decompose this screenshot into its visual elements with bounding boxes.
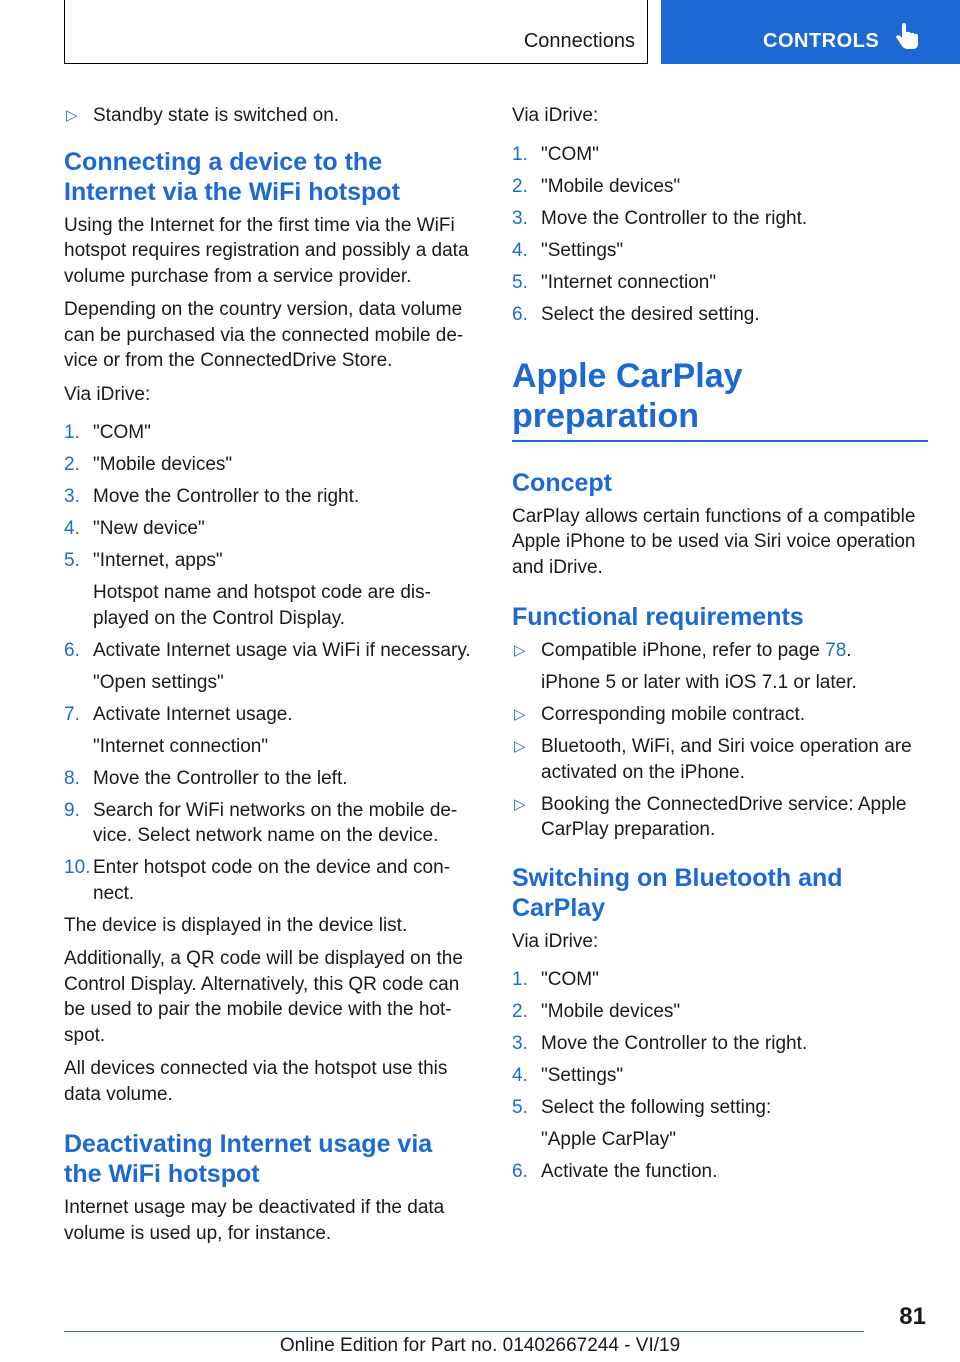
triangle-bullet-icon: ▷: [514, 642, 526, 659]
heading-functional-requirements: Functional requirements: [512, 603, 804, 631]
step-text: Activate Internet usage.: [93, 703, 293, 725]
section-title: Connections: [523, 30, 635, 52]
step-item: [64, 420, 476, 446]
step-text: Activate the function.: [541, 1161, 718, 1182]
header-chapter-tab[interactable]: [661, 0, 960, 64]
heading-connecting-device: Connecting a device to the Internet via the WiFi hotspot: [64, 147, 400, 206]
step-text: Select the following setting:: [541, 1097, 772, 1118]
step-item: [64, 702, 476, 760]
step-item: [64, 638, 476, 696]
pointing-hand-icon: [893, 22, 923, 52]
step-number: 4.: [512, 239, 528, 261]
step-number: 1.: [64, 422, 80, 443]
step-number: 4.: [64, 518, 80, 539]
list-item: ▷ Compatible iPhone, refer to page 78. iPhone 5 or later with iOS 7.1 or later.: [514, 640, 857, 693]
paragraph: Via iDrive:: [512, 105, 599, 126]
step-subtext: "Open settings": [93, 671, 224, 693]
step-text: "Internet connection": [541, 271, 717, 293]
step-number: 8.: [64, 767, 80, 789]
step-text: Activate Internet usage via WiFi if necessary.: [93, 639, 471, 661]
step-item: [64, 484, 476, 510]
step-item: [512, 142, 928, 168]
paragraph: Using the Internet for the first time via the WiFi hotspot requires registration and possibly a data volume purchase from a service provider.: [64, 214, 469, 287]
heading-concept: Concept: [512, 468, 612, 497]
chapter-title: CONTROLS: [763, 30, 880, 52]
step-item: [512, 967, 928, 993]
step-item: [512, 1063, 928, 1089]
paragraph: All devices connected via the hotspot use this data volume.: [64, 1058, 448, 1105]
step-text: "COM": [541, 143, 599, 165]
triangle-bullet-icon: ▷: [66, 107, 78, 124]
footer-rule: [64, 1331, 864, 1332]
step-text: "New device": [93, 518, 205, 539]
step-text: Move the Controller to the right.: [541, 207, 808, 229]
heading-switching-on: Switching on Bluetooth and CarPlay: [512, 863, 843, 922]
steps-list: [512, 967, 928, 1185]
triangle-bullet-icon: ▷: [514, 738, 526, 755]
step-item: [512, 270, 928, 296]
step-text: "Mobile devices": [93, 454, 233, 475]
paragraph: Depending on the country version, data volume can be purchased via the connected mobile de‐vice or from the ConnectedDrive Store.: [64, 299, 464, 371]
step-number: 7.: [64, 703, 80, 725]
step-subtext: "Apple CarPlay": [541, 1129, 676, 1150]
paragraph: Via iDrive:: [512, 930, 599, 952]
step-item: [512, 174, 928, 200]
right-column: [512, 103, 928, 1191]
list-item: ▷ Corresponding mobile contract.: [512, 702, 928, 728]
step-number: 6.: [512, 303, 528, 325]
step-number: 3.: [512, 207, 528, 229]
paragraph: Internet usage may be deactivated if the data volume is used up, for instance.: [64, 1197, 445, 1244]
step-item: [64, 516, 476, 542]
step-text: Select the desired setting.: [541, 303, 760, 325]
paragraph: CarPlay allows certain functions of a compatible Apple iPhone to be used via Siri voice operation and iDrive.: [512, 505, 916, 578]
step-text: Search for WiFi networks on the mobile de‐vice. Select network name on the device.: [93, 799, 458, 846]
paragraph: Via iDrive:: [64, 383, 151, 405]
step-number: 2.: [64, 454, 80, 475]
step-text: Enter hotspot code on the device and con‐nect.: [93, 857, 451, 904]
step-item: [512, 1095, 928, 1153]
step-text: "Settings": [541, 239, 624, 261]
footer-edition: Online Edition for Part no. 01402667244 - VI/19: [279, 1335, 681, 1356]
step-number: 2.: [512, 1001, 528, 1022]
step-number: 1.: [512, 143, 528, 165]
step-number: 9.: [64, 799, 80, 821]
header-section-box: [64, 0, 648, 64]
step-number: 5.: [64, 550, 80, 571]
step-item: [512, 302, 928, 328]
step-item: [64, 452, 476, 478]
step-number: 6.: [64, 639, 80, 661]
step-item: [512, 999, 928, 1025]
step-text: "Internet, apps": [93, 550, 223, 571]
triangle-bullet-icon: ▷: [514, 706, 526, 723]
triangle-bullet-icon: ▷: [514, 795, 526, 813]
step-number: 3.: [64, 486, 80, 507]
heading-apple-carplay: Apple CarPlay preparation: [512, 356, 743, 435]
step-text: "Mobile devices": [541, 175, 681, 197]
step-item: [64, 798, 476, 849]
step-item: [512, 206, 928, 232]
step-item: [512, 1031, 928, 1057]
paragraph: The device is displayed in the device list.: [64, 914, 408, 936]
step-number: 1.: [512, 969, 528, 990]
step-item: [64, 766, 476, 792]
list-item: ▷ Bluetooth, WiFi, and Siri voice operation are activated on the iPhone.: [514, 736, 912, 783]
page-link[interactable]: 78: [825, 640, 847, 661]
step-number: 4.: [512, 1065, 528, 1086]
step-number: 5.: [512, 271, 528, 293]
heading-rule: [512, 440, 928, 442]
step-item: [512, 238, 928, 264]
step-text: Move the Controller to the right.: [93, 486, 360, 507]
heading-deactivating: Deactivating Internet usage via the WiFi hotspot: [64, 1130, 433, 1188]
step-text: "COM": [93, 422, 151, 443]
requirements-list: [512, 638, 928, 843]
step-subtext: Hotspot name and hotspot code are dis‐played on the Control Display.: [93, 582, 431, 629]
step-item: [64, 548, 476, 631]
step-number: 3.: [512, 1033, 528, 1054]
step-text: "Settings": [541, 1065, 624, 1086]
list-item: ▷ Booking the ConnectedDrive service: Apple CarPlay preparation.: [514, 793, 907, 840]
steps-list: [64, 420, 476, 906]
step-text: "COM": [541, 969, 599, 990]
step-item: [512, 1159, 928, 1185]
step-text: Move the Controller to the left.: [93, 767, 348, 789]
step-text: Move the Controller to the right.: [541, 1033, 808, 1054]
step-number: 6.: [512, 1161, 528, 1182]
steps-list: [512, 142, 928, 328]
left-column: [64, 103, 476, 1254]
step-number: 5.: [512, 1097, 528, 1118]
step-number: 10.: [64, 857, 91, 878]
step-text: "Mobile devices": [541, 1001, 681, 1022]
list-item: ▷ Standby state is switched on.: [64, 103, 476, 129]
step-item: [64, 855, 476, 906]
step-number: 2.: [512, 175, 528, 197]
step-subtext: "Internet connection": [93, 735, 269, 757]
page-number: 81: [899, 1303, 926, 1330]
paragraph: Additionally, a QR code will be displayed on the Control Display. Alternatively, this QR code can be used to pair the mobile device with the hot‐spot.: [64, 948, 463, 1046]
